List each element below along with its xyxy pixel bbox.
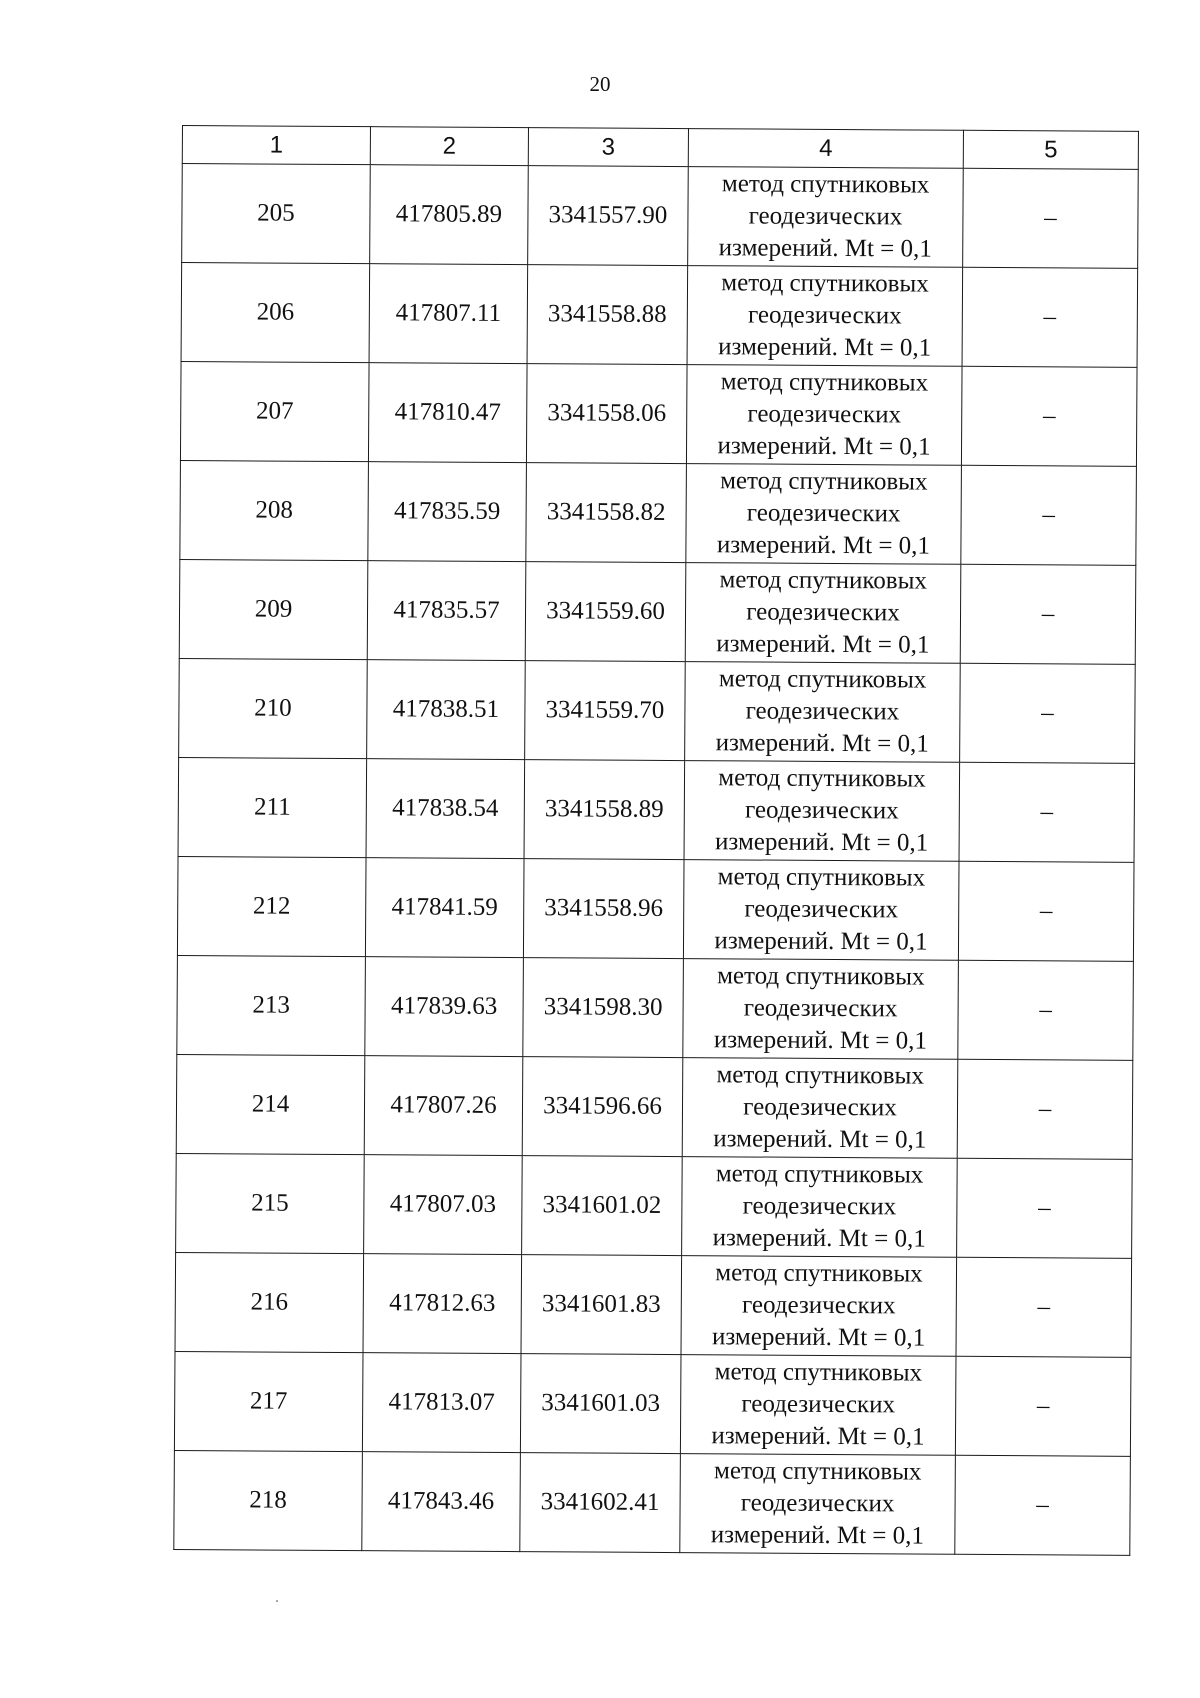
note-cell: – [956, 1257, 1132, 1357]
y-coordinate-cell: 3341558.89 [524, 760, 685, 860]
method-cell [682, 1058, 958, 1159]
method-line: метод спутниковых [715, 1160, 924, 1189]
x-coordinate-cell: 417813.07 [362, 1353, 521, 1453]
method-line: измерений. Mt = 0,1 [718, 333, 932, 362]
table-row [178, 757, 1135, 862]
page-number: 20 [589, 72, 611, 96]
point-number-cell: 210 [179, 658, 368, 758]
note-cell: – [962, 267, 1138, 367]
y-coordinate-cell: 3341601.02 [522, 1156, 683, 1256]
table-row [174, 1351, 1131, 1456]
table-body [174, 164, 1138, 1556]
point-number-cell: 207 [180, 361, 369, 461]
method-cell [682, 1157, 958, 1258]
method-line: измерений. Mt = 0,1 [714, 927, 928, 956]
method-cell [688, 167, 964, 268]
table-header-row [182, 126, 1138, 170]
note-cell: – [955, 1356, 1131, 1456]
method-line: геодезических [747, 301, 902, 330]
point-number-cell: 212 [177, 856, 366, 956]
method-cell [683, 860, 959, 961]
method-cell [686, 464, 962, 565]
note-cell: – [960, 564, 1136, 664]
y-coordinate-cell: 3341558.82 [526, 463, 687, 563]
method-line: метод спутниковых [721, 269, 929, 298]
x-coordinate-cell: 417812.63 [363, 1254, 522, 1354]
method-line: измерений. Mt = 0,1 [717, 432, 931, 461]
x-coordinate-cell: 417810.47 [368, 363, 527, 463]
table-row [175, 1252, 1132, 1357]
column-header-1: 1 [182, 126, 370, 165]
method-line: измерений. Mt = 0,1 [711, 1422, 925, 1451]
method-line: метод спутниковых [715, 1259, 923, 1288]
point-number-cell: 208 [180, 460, 369, 560]
method-line: метод спутниковых [719, 566, 928, 595]
x-coordinate-cell: 417841.59 [365, 858, 524, 958]
method-line: геодезических [742, 1192, 897, 1221]
note-cell: – [955, 1455, 1131, 1555]
method-cell [680, 1454, 956, 1555]
method-line: геодезических [744, 796, 899, 825]
y-coordinate-cell: 3341558.88 [527, 265, 688, 365]
method-line: измерений. Mt = 0,1 [715, 729, 929, 758]
method-line: геодезических [743, 1093, 897, 1122]
method-line: геодезических [741, 1291, 896, 1320]
x-coordinate-cell: 417838.51 [367, 660, 526, 760]
table-row [174, 1450, 1131, 1555]
point-number-cell: 214 [176, 1054, 365, 1154]
method-line: измерений. Mt = 0,1 [716, 531, 931, 560]
table-row [180, 361, 1137, 466]
method-line: геодезических [746, 598, 900, 627]
method-line: метод спутниковых [720, 368, 929, 397]
y-coordinate-cell: 3341559.70 [525, 661, 686, 761]
point-number-cell: 215 [176, 1153, 365, 1253]
y-coordinate-cell: 3341596.66 [522, 1057, 683, 1157]
method-line: геодезических [740, 1489, 895, 1518]
note-cell: – [959, 762, 1135, 862]
table-row [182, 164, 1139, 269]
method-line: геодезических [748, 202, 903, 231]
y-coordinate-cell: 3341598.30 [523, 958, 684, 1058]
table-row [176, 1153, 1133, 1258]
method-line: измерений. Mt = 0,1 [716, 630, 930, 659]
point-number-cell: 217 [174, 1351, 363, 1451]
method-line: геодезических [743, 994, 898, 1023]
note-cell: – [957, 1059, 1133, 1159]
point-number-cell: 209 [179, 559, 368, 659]
table-row [177, 955, 1134, 1060]
method-cell [683, 959, 959, 1060]
method-line: геодезических [746, 499, 901, 528]
table-row [180, 460, 1137, 565]
method-cell [681, 1256, 957, 1357]
x-coordinate-cell: 417807.26 [364, 1056, 523, 1156]
method-line: метод спутниковых [714, 1358, 923, 1387]
column-header-2: 2 [370, 127, 528, 166]
x-coordinate-cell: 417835.59 [368, 462, 527, 562]
method-line: измерений. Mt = 0,1 [713, 1125, 927, 1154]
table-row [179, 658, 1136, 763]
y-coordinate-cell: 3341602.41 [520, 1453, 681, 1553]
coordinates-table-container [173, 125, 1138, 1556]
x-coordinate-cell: 417843.46 [362, 1452, 521, 1552]
method-cell [685, 563, 961, 664]
method-cell [686, 365, 962, 466]
method-line: геодезических [747, 400, 902, 429]
method-cell [684, 761, 960, 862]
method-line: измерений. Mt = 0,1 [711, 1323, 926, 1352]
method-line: измерений. Mt = 0,1 [712, 1224, 926, 1253]
point-number-cell: 218 [174, 1450, 363, 1550]
method-line: геодезических [745, 697, 900, 726]
note-cell: – [963, 168, 1139, 268]
x-coordinate-cell: 417807.03 [364, 1155, 523, 1255]
x-coordinate-cell: 417839.63 [365, 957, 524, 1057]
column-header-5: 5 [963, 130, 1138, 169]
method-line: метод спутниковых [716, 1061, 924, 1090]
method-line: измерений. Mt = 0,1 [715, 828, 929, 857]
point-number-cell: 206 [181, 263, 370, 363]
y-coordinate-cell: 3341558.06 [526, 364, 687, 464]
y-coordinate-cell: 3341601.03 [520, 1354, 681, 1454]
table-row [176, 1054, 1133, 1159]
method-line: измерений. Mt = 0,1 [718, 234, 932, 263]
x-coordinate-cell: 417838.54 [366, 759, 525, 859]
note-cell: – [958, 861, 1134, 961]
point-number-cell: 213 [177, 955, 366, 1055]
table-row [181, 263, 1138, 368]
column-header-4: 4 [688, 129, 963, 169]
point-number-cell: 205 [182, 164, 371, 264]
method-cell [685, 662, 961, 763]
y-coordinate-cell: 3341558.96 [523, 859, 684, 959]
method-line: метод спутниковых [718, 665, 927, 694]
note-cell: – [961, 366, 1137, 466]
x-coordinate-cell: 417805.89 [370, 165, 529, 265]
point-number-cell: 211 [178, 757, 367, 857]
method-line: измерений. Mt = 0,1 [710, 1521, 925, 1550]
table-row [177, 856, 1134, 961]
y-coordinate-cell: 3341557.90 [528, 166, 689, 266]
method-line: метод спутниковых [717, 863, 926, 892]
y-coordinate-cell: 3341559.60 [525, 562, 686, 662]
method-cell [680, 1355, 956, 1456]
method-line: метод спутниковых [720, 467, 928, 496]
point-number-cell: 216 [175, 1252, 364, 1352]
note-cell: – [957, 1158, 1133, 1258]
method-line: геодезических [741, 1390, 896, 1419]
method-cell [687, 266, 963, 367]
note-cell: – [960, 663, 1136, 763]
coordinates-table [173, 125, 1139, 1556]
y-coordinate-cell: 3341601.83 [521, 1255, 682, 1355]
table-row [179, 559, 1136, 664]
method-line: метод спутниковых [714, 1457, 922, 1486]
method-line: метод спутниковых [717, 962, 925, 991]
method-line: измерений. Mt = 0,1 [713, 1026, 928, 1055]
note-cell: – [958, 960, 1134, 1060]
x-coordinate-cell: 417835.57 [367, 561, 526, 661]
note-cell: – [961, 465, 1137, 565]
method-line: метод спутниковых [718, 764, 926, 793]
method-line: метод спутниковых [721, 170, 930, 199]
scan-speck [276, 1600, 278, 1602]
column-header-3: 3 [528, 128, 688, 167]
method-line: геодезических [744, 895, 899, 924]
x-coordinate-cell: 417807.11 [369, 264, 528, 364]
